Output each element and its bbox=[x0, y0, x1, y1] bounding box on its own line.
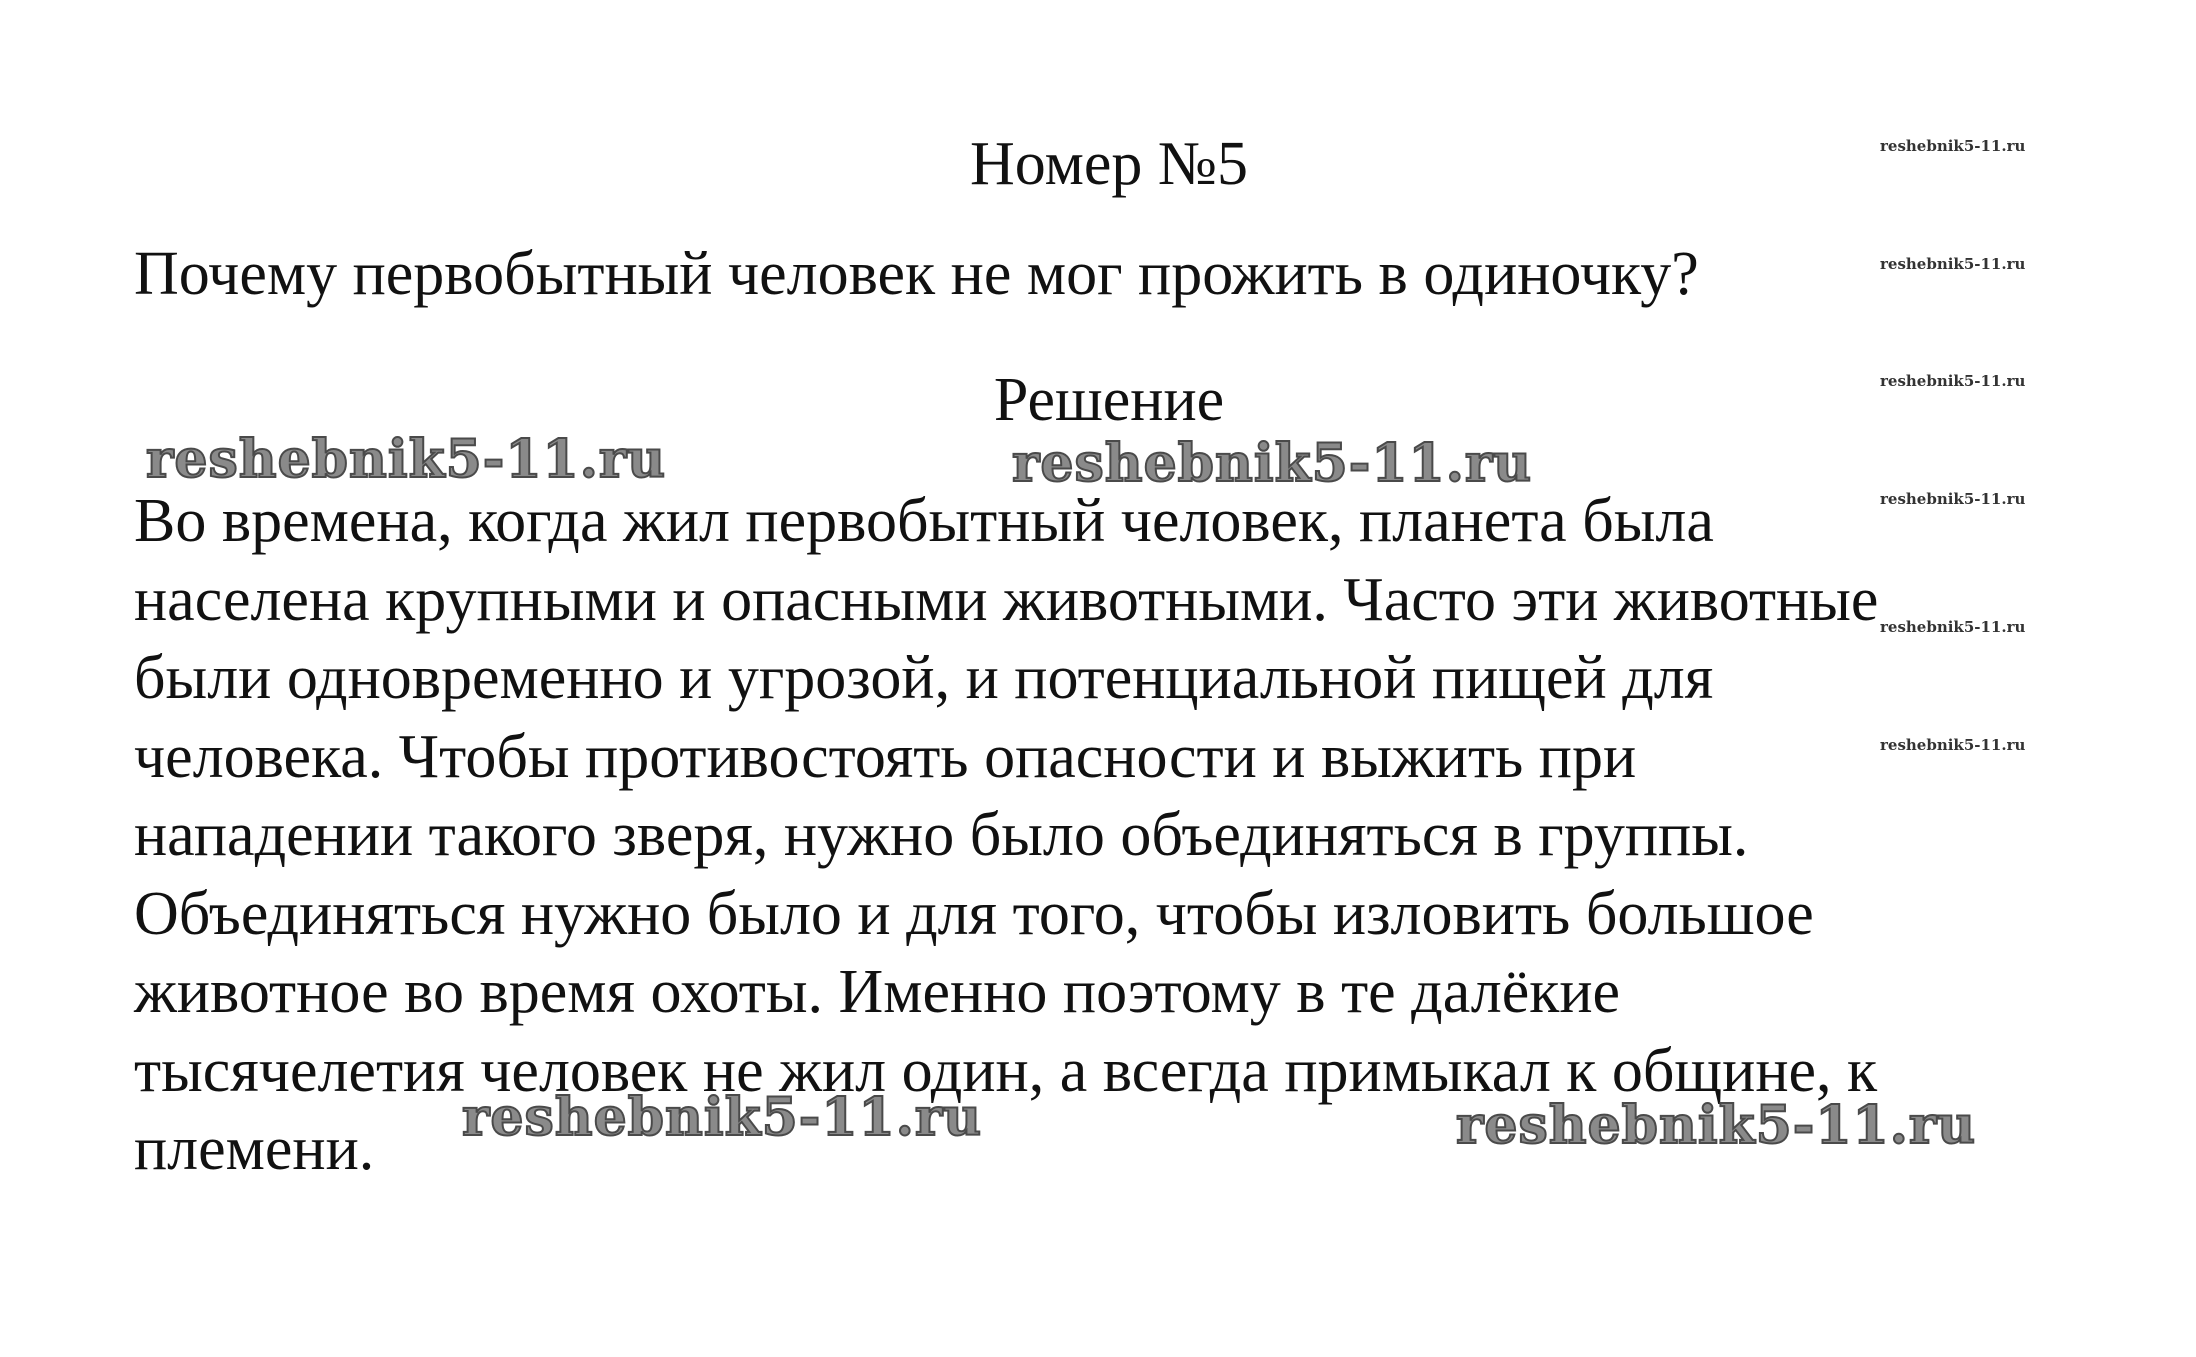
answer-line: населена крупными и опасными животными. Часто эти животные bbox=[134, 565, 1879, 634]
solution-heading: Решение bbox=[993, 366, 1225, 434]
watermark-small: reshebnik5-11.ru bbox=[1880, 490, 2026, 508]
watermark-large: reshebnik5-11.ru bbox=[146, 429, 667, 490]
watermark-small: reshebnik5-11.ru bbox=[1880, 372, 2026, 390]
question-text: Почему первобытный человек не мог прожить в одиночку? bbox=[134, 240, 1699, 308]
watermark-small: reshebnik5-11.ru bbox=[1880, 137, 2026, 155]
answer-line: были одновременно и угрозой, и потенциальной пищей для bbox=[134, 644, 1714, 712]
answer-text bbox=[134, 482, 2094, 1189]
watermark-small: reshebnik5-11.ru bbox=[1880, 255, 2026, 273]
watermark-large: reshebnik5-11.ru bbox=[462, 1087, 983, 1148]
watermark-small: reshebnik5-11.ru bbox=[1880, 618, 2026, 636]
answer-line: племени. bbox=[134, 1115, 375, 1183]
page-title: Номер №5 bbox=[969, 130, 1248, 198]
watermark-large: reshebnik5-11.ru bbox=[1012, 433, 1533, 494]
answer-line: нападении такого зверя, нужно было объединяться в группы. bbox=[134, 801, 1749, 869]
answer-line: животное во время охоты. Именно поэтому в те далёкие bbox=[134, 958, 1621, 1026]
watermark-small: reshebnik5-11.ru bbox=[1880, 736, 2026, 754]
watermark-large: reshebnik5-11.ru bbox=[1456, 1095, 1977, 1156]
answer-line: Объединяться нужно было и для того, чтобы изловить большое bbox=[134, 879, 1814, 948]
answer-line: человека. Чтобы противостоять опасности и выжить при bbox=[134, 722, 1637, 791]
answer-line: тысячелетия человек не жил один, а всегда примыкал к общине, к bbox=[134, 1036, 1878, 1105]
answer-line: Во времена, когда жил первобытный человек, планета была bbox=[134, 487, 1714, 555]
